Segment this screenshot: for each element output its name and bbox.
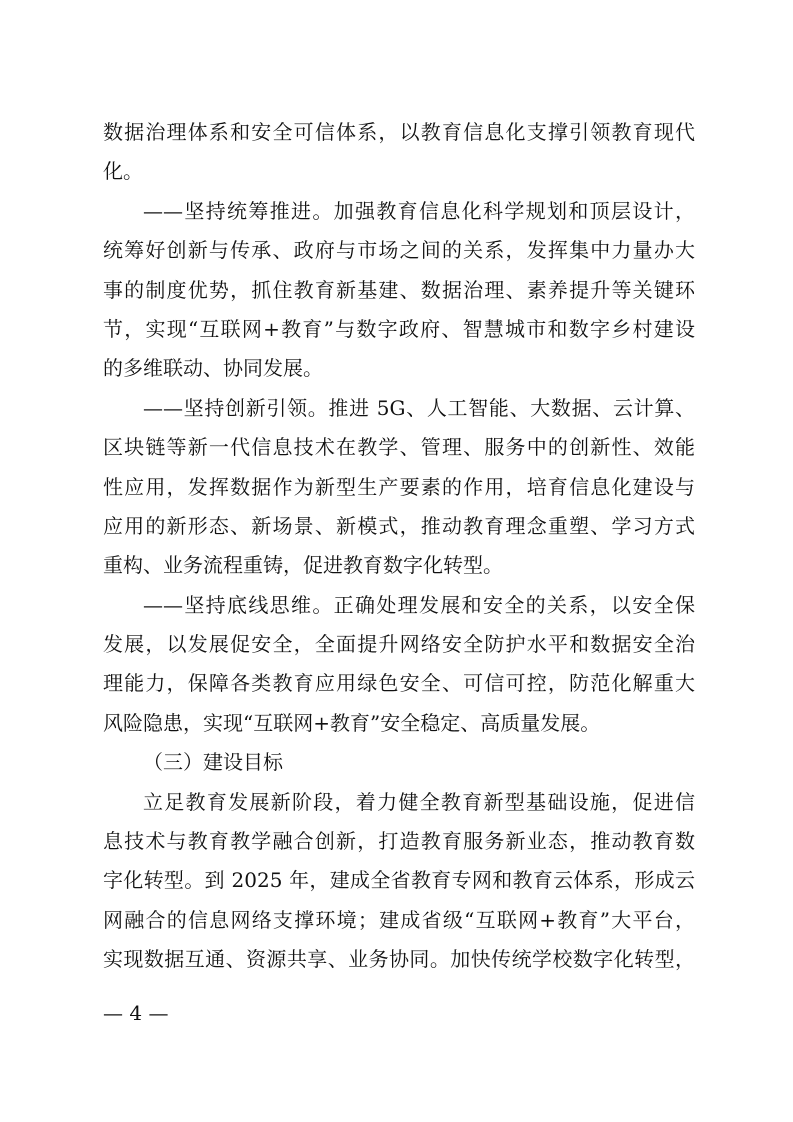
text-line-2: 化。 [103, 159, 143, 184]
text-line-3: ——坚持统筹推进。加强教育信息化科学规划和顶层设计， [143, 198, 695, 223]
section-heading: （三）建设目标 [143, 750, 283, 775]
text-line-4: 统筹好创新与传承、政府与市场之间的关系，发挥集中力量办大 [103, 238, 695, 263]
text-line-16: 风险隐患，实现“互联网+教育”安全稳定、高质量发展。 [103, 710, 601, 735]
text-line-1: 数据治理体系和安全可信体系，以教育信息化支撑引领教育现代 [103, 120, 695, 144]
text-line-7: 的多维联动、协同发展。 [103, 356, 323, 381]
text-line-12: 重构、业务流程重铸，促进教育数字化转型。 [103, 553, 503, 578]
text-line-19: 息技术与教育教学融合创新，打造教育服务新业态，推动教育数 [103, 829, 695, 854]
text-line-15: 理能力，保障各类教育应用绿色安全、可信可控，防范化解重大 [103, 671, 695, 696]
text-line-8: ——坚持创新引领。推进 5G、人工智能、大数据、云计算、 [143, 395, 695, 420]
text-line-5: 事的制度优势，抓住教育新基建、数据治理、素养提升等关键环 [103, 277, 695, 302]
text-line-22: 实现数据互通、资源共享、业务协同。加快传统学校数字化转型， [103, 947, 695, 972]
body-text [103, 113, 695, 980]
text-line-14: 发展，以发展促安全，全面提升网络安全防护水平和数据安全治 [103, 632, 695, 657]
page-number: — 4 — [103, 1001, 169, 1025]
text-line-9: 区块链等新一代信息技术在教学、管理、服务中的创新性、效能 [103, 435, 695, 460]
text-line-13: ——坚持底线思维。正确处理发展和安全的关系，以安全保 [143, 592, 695, 617]
text-line-21: 网融合的信息网络支撑环境；建成省级“互联网+教育”大平台， [103, 907, 695, 932]
text-line-10: 性应用，发挥数据作为新型生产要素的作用，培育信息化建设与 [103, 474, 695, 499]
text-line-6: 节，实现“互联网+教育”与数字政府、智慧城市和数字乡村建设 [103, 316, 695, 341]
text-line-20: 字化转型。到 2025 年，建成全省教育专网和教育云体系，形成云 [103, 868, 695, 893]
text-line-11: 应用的新形态、新场景、新模式，推动教育理念重塑、学习方式 [103, 513, 695, 538]
text-line-18: 立足教育发展新阶段，着力健全教育新型基础设施，促进信 [143, 789, 695, 814]
